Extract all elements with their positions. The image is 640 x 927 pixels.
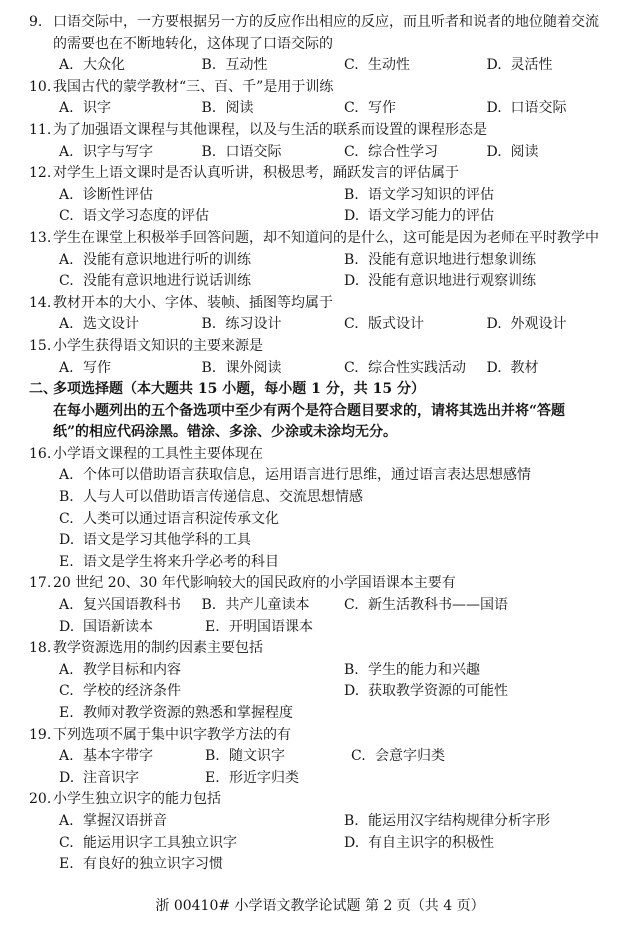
option-a (59, 98, 202, 120)
option-letter: A. (59, 597, 74, 614)
options-row (29, 617, 629, 639)
option-text: 教材 (510, 359, 539, 376)
option-text: 语文是学习其他学科的工具 (83, 532, 251, 549)
option-text: 阅读 (510, 143, 539, 160)
question-stem (29, 163, 629, 185)
option-b (344, 250, 629, 272)
option-letter: E. (59, 553, 74, 570)
option-letter: B. (201, 597, 217, 614)
option-text: 国语新读本 (83, 618, 153, 635)
option-b (202, 142, 345, 164)
question-stem (29, 77, 629, 99)
option-d (487, 98, 630, 120)
option-text: 语文是学生将来升学必考的科目 (83, 553, 279, 570)
option-text: 注音识字 (83, 769, 139, 786)
option-c (344, 595, 629, 617)
options-row (29, 185, 629, 207)
option-text: 会意字归类 (375, 748, 445, 765)
option-text: 语文学习知识的评估 (368, 186, 494, 203)
question-number: 12. (29, 165, 52, 182)
option-letter: E. (205, 618, 220, 635)
option-c (351, 746, 497, 768)
option-letter: C. (344, 57, 359, 74)
question-number: 17. (29, 575, 52, 592)
option-d (59, 530, 251, 552)
question-14 (29, 293, 629, 336)
question-11 (29, 120, 629, 163)
question-12 (29, 163, 629, 228)
question-text: 20 世纪 20、30 年代影响较大的国民政府的小学国语课本主要有 (53, 575, 456, 592)
option-e (205, 617, 351, 639)
option-text: 共产儿童读本 (225, 597, 310, 614)
options-row (29, 681, 629, 703)
options-row (29, 660, 629, 682)
option-letter: C. (59, 683, 74, 700)
option-d (59, 768, 205, 790)
options-row (29, 595, 629, 617)
option-b (202, 595, 345, 617)
question-text: 小学语文课程的工具性主要体现在 (53, 445, 263, 462)
option-b (202, 98, 345, 120)
option-letter: A. (59, 143, 74, 160)
question-17 (29, 573, 629, 638)
question-13 (29, 228, 629, 293)
option-letter: B. (344, 251, 359, 268)
section-heading (29, 379, 629, 401)
question-number: 18. (29, 640, 52, 657)
option-text: 练习设计 (225, 316, 282, 333)
option-b (202, 314, 345, 336)
option-text: 开明国语课本 (229, 618, 313, 635)
option-letter: A. (59, 251, 74, 268)
option-letter: B. (205, 748, 220, 765)
option-e (205, 768, 351, 790)
question-stem (29, 293, 629, 315)
option-text: 掌握汉语拼音 (83, 812, 167, 829)
option-c (59, 833, 344, 855)
question-number: 11. (29, 121, 52, 138)
option-a (59, 746, 205, 768)
options-row (29, 98, 629, 120)
option-b (344, 811, 629, 833)
question-number: 16. (29, 445, 52, 462)
options-row (29, 833, 629, 855)
option-letter: B. (201, 316, 217, 333)
options-row (29, 142, 629, 164)
option-letter: D. (344, 834, 360, 851)
question-stem (29, 228, 629, 250)
question-9 (29, 12, 629, 77)
option-text: 学生的能力和兴趣 (368, 661, 480, 678)
option-text: 灵活性 (510, 57, 553, 74)
option-text: 能运用汉字结构规律分析字形 (368, 812, 550, 829)
option-d (487, 314, 630, 336)
question-text: 学生在课堂上积极举手回答问题，却不知道问的是什么，这可能是因为老师在平时教学中 (53, 229, 599, 246)
option-letter: C. (344, 100, 359, 117)
option-a (59, 660, 344, 682)
option-letter: D. (59, 769, 75, 786)
option-e (59, 552, 279, 574)
option-letter: C. (59, 834, 74, 851)
option-text: 获取教学资源的可能性 (368, 683, 508, 700)
option-letter: A. (59, 661, 74, 678)
question-stem (29, 120, 629, 142)
question-20 (29, 789, 629, 875)
page-footer: 浙 00410# 小学语文教学论试题 第 2 页（共 4 页） (155, 898, 485, 914)
question-text-continued: 的需要也在不断地转化，这体现了口语交际的 (53, 35, 333, 52)
option-text: 个体可以借助语言获取信息，运用语言进行思维，通过语言表达思想感情 (83, 467, 531, 484)
option-b (202, 55, 345, 77)
option-letter: B. (201, 143, 217, 160)
option-letter: D. (344, 273, 360, 290)
question-19 (29, 725, 629, 790)
option-letter: C. (59, 273, 74, 290)
option-letter: E. (205, 769, 220, 786)
option-letter: A. (59, 467, 74, 484)
option-c (344, 98, 487, 120)
options-row (29, 358, 629, 380)
question-text: 我国古代的蒙学教材“三、百、千”是用于训练 (53, 78, 334, 95)
options-row (29, 314, 629, 336)
options-row (29, 854, 629, 876)
option-text: 诊断性评估 (83, 186, 153, 203)
option-letter: C. (344, 316, 359, 333)
option-d (344, 681, 629, 703)
option-c (344, 358, 487, 380)
option-letter: B. (344, 661, 359, 678)
option-letter: C. (59, 510, 74, 527)
question-18 (29, 638, 629, 724)
option-text: 口语交际 (510, 100, 567, 117)
option-text: 生动性 (368, 57, 410, 74)
option-letter: C. (344, 359, 359, 376)
question-number: 20. (29, 791, 52, 808)
option-b (205, 746, 351, 768)
option-text: 没能有意识地进行想象训练 (368, 251, 536, 268)
question-10 (29, 77, 629, 120)
question-stem (29, 573, 629, 595)
options-row (29, 206, 629, 228)
option-d (487, 142, 630, 164)
option-text: 综合性实践活动 (368, 359, 466, 376)
option-letter: D. (344, 683, 360, 700)
question-number: 14. (29, 294, 52, 311)
question-stem (29, 336, 629, 358)
option-a (59, 55, 202, 77)
question-stem (29, 638, 629, 660)
question-text: 对学生上语文课时是否认真听讲，积极思考，踊跃发言的评估属于 (53, 165, 459, 182)
option-letter: A. (59, 316, 74, 333)
option-letter: C. (344, 143, 359, 160)
question-number: 13. (29, 229, 52, 246)
option-text: 人与人可以借助语言传递信息、交流思想情感 (83, 489, 363, 506)
option-text: 阅读 (225, 100, 254, 117)
options-row (29, 487, 629, 509)
question-number: 15. (29, 337, 52, 354)
question-text: 口语交际中，一方要根据另一方的反应作出相应的反应，而且听者和说者的地位随着交流 (53, 14, 599, 30)
option-letter: B. (344, 186, 359, 203)
option-text: 没能有意识地进行说话训练 (83, 273, 251, 290)
option-text: 语文学习态度的评估 (83, 208, 209, 225)
option-letter: E. (59, 705, 74, 721)
option-text: 有良好的独立识字习惯 (83, 856, 223, 873)
option-c (59, 681, 344, 703)
options-row (29, 509, 629, 531)
option-c (59, 509, 279, 531)
option-text: 教学目标和内容 (83, 661, 181, 678)
option-text: 复兴国语教科书 (83, 597, 181, 614)
options-row (29, 250, 629, 272)
option-a (59, 142, 202, 164)
option-letter: D. (486, 57, 502, 74)
option-e (59, 703, 293, 725)
option-text: 语文学习能力的评估 (368, 208, 494, 225)
options-row (29, 811, 629, 833)
option-text: 没能有意识地进行听的训练 (83, 251, 251, 268)
option-letter: D. (486, 359, 502, 376)
option-e (59, 854, 223, 876)
options-row (29, 55, 629, 77)
option-letter: D. (486, 143, 502, 160)
option-letter: D. (344, 208, 360, 225)
option-letter: D. (59, 532, 75, 549)
option-letter: A. (59, 57, 74, 74)
option-letter: A. (59, 100, 74, 117)
option-text: 写作 (368, 100, 396, 117)
question-stem (29, 444, 629, 466)
section-instructions-continued: 纸”的相应代码涂黑。错涂、多涂、少涂或未涂均无分。 (53, 424, 398, 441)
option-text: 基本字带字 (83, 748, 153, 765)
option-c (344, 142, 487, 164)
option-text: 教师对教学资源的熟悉和掌握程度 (83, 705, 293, 721)
option-a (59, 314, 202, 336)
option-d (344, 833, 629, 855)
option-c (344, 314, 487, 336)
question-number: 10. (29, 78, 52, 95)
question-stem (29, 725, 629, 747)
question-number: 9. (29, 14, 43, 30)
option-text: 学校的经济条件 (83, 683, 181, 700)
question-16 (29, 444, 629, 574)
option-a (59, 595, 202, 617)
option-letter: C. (59, 208, 74, 225)
option-a (59, 250, 344, 272)
option-letter: A. (59, 186, 74, 203)
option-text: 人类可以通过语言积淀传承文化 (83, 510, 279, 527)
option-letter: C. (351, 748, 366, 765)
question-text: 教学资源选用的制约因素主要包括 (53, 640, 263, 657)
option-letter: E. (59, 856, 74, 873)
section-title: 多项选择题（本大题共 15 小题，每小题 1 分，共 15 分） (53, 381, 425, 398)
option-letter: B. (344, 812, 359, 829)
option-d (487, 358, 630, 380)
option-letter: B. (201, 57, 217, 74)
option-d (59, 617, 205, 639)
question-text: 小学生获得语文知识的主要来源是 (53, 337, 263, 354)
option-letter: A. (59, 748, 74, 765)
option-text: 随文识字 (229, 748, 285, 765)
option-letter: C. (344, 597, 359, 614)
option-a (59, 465, 531, 487)
option-text: 版式设计 (368, 316, 424, 333)
options-row (29, 271, 629, 293)
option-text: 外观设计 (510, 316, 567, 333)
options-row (29, 703, 629, 725)
option-c (59, 271, 344, 293)
option-d (344, 206, 629, 228)
options-row (29, 530, 629, 552)
option-d (344, 271, 629, 293)
option-b (202, 358, 345, 380)
question-text: 下列选项不属于集中识字教学方法的有 (53, 726, 291, 743)
options-row (29, 768, 629, 790)
option-a (59, 185, 344, 207)
exam-content (29, 12, 629, 876)
option-text: 识字与写字 (83, 143, 153, 160)
options-row (29, 746, 629, 768)
question-15 (29, 336, 629, 379)
option-text: 没能有意识地进行观察训练 (368, 273, 536, 290)
option-text: 识字 (83, 100, 111, 117)
option-text: 写作 (83, 359, 111, 376)
question-stem (29, 789, 629, 811)
option-text: 互动性 (225, 57, 268, 74)
options-row (29, 465, 629, 487)
option-c (59, 206, 344, 228)
option-d (487, 55, 630, 77)
option-letter: B. (201, 100, 217, 117)
option-b (344, 660, 629, 682)
options-row (29, 552, 629, 574)
question-text: 小学生独立识字的能力包括 (53, 791, 221, 808)
option-b (344, 185, 629, 207)
question-text: 教材开本的大小、字体、装帧、插图等均属于 (53, 294, 333, 311)
option-text: 选文设计 (83, 316, 139, 333)
section-instructions: 在每小题列出的五个备选项中至少有两个是符合题目要求的，请将其选出并将“答题 (53, 402, 566, 419)
option-letter: D. (59, 618, 75, 635)
section-number: 二、 (29, 381, 57, 398)
option-b (59, 487, 363, 509)
question-stem (29, 12, 629, 34)
option-text: 大众化 (83, 57, 125, 74)
option-text: 新生活教科书——国语 (368, 597, 508, 614)
question-number: 19. (29, 726, 52, 743)
option-a (59, 358, 202, 380)
option-letter: D. (486, 316, 502, 333)
option-c (344, 55, 487, 77)
option-letter: A. (59, 359, 74, 376)
option-text: 形近字归类 (229, 769, 299, 786)
question-text: 为了加强语文课程与其他课程，以及与生活的联系而设置的课程形态是 (53, 121, 487, 138)
option-text: 口语交际 (225, 143, 282, 160)
option-letter: A. (59, 812, 74, 829)
option-letter: B. (201, 359, 217, 376)
option-text: 能运用识字工具独立识字 (83, 834, 237, 851)
option-a (59, 811, 344, 833)
option-text: 有自主识字的积极性 (368, 834, 494, 851)
option-letter: D. (486, 100, 502, 117)
option-letter: B. (59, 489, 74, 506)
option-text: 综合性学习 (368, 143, 438, 160)
option-text: 课外阅读 (225, 359, 282, 376)
